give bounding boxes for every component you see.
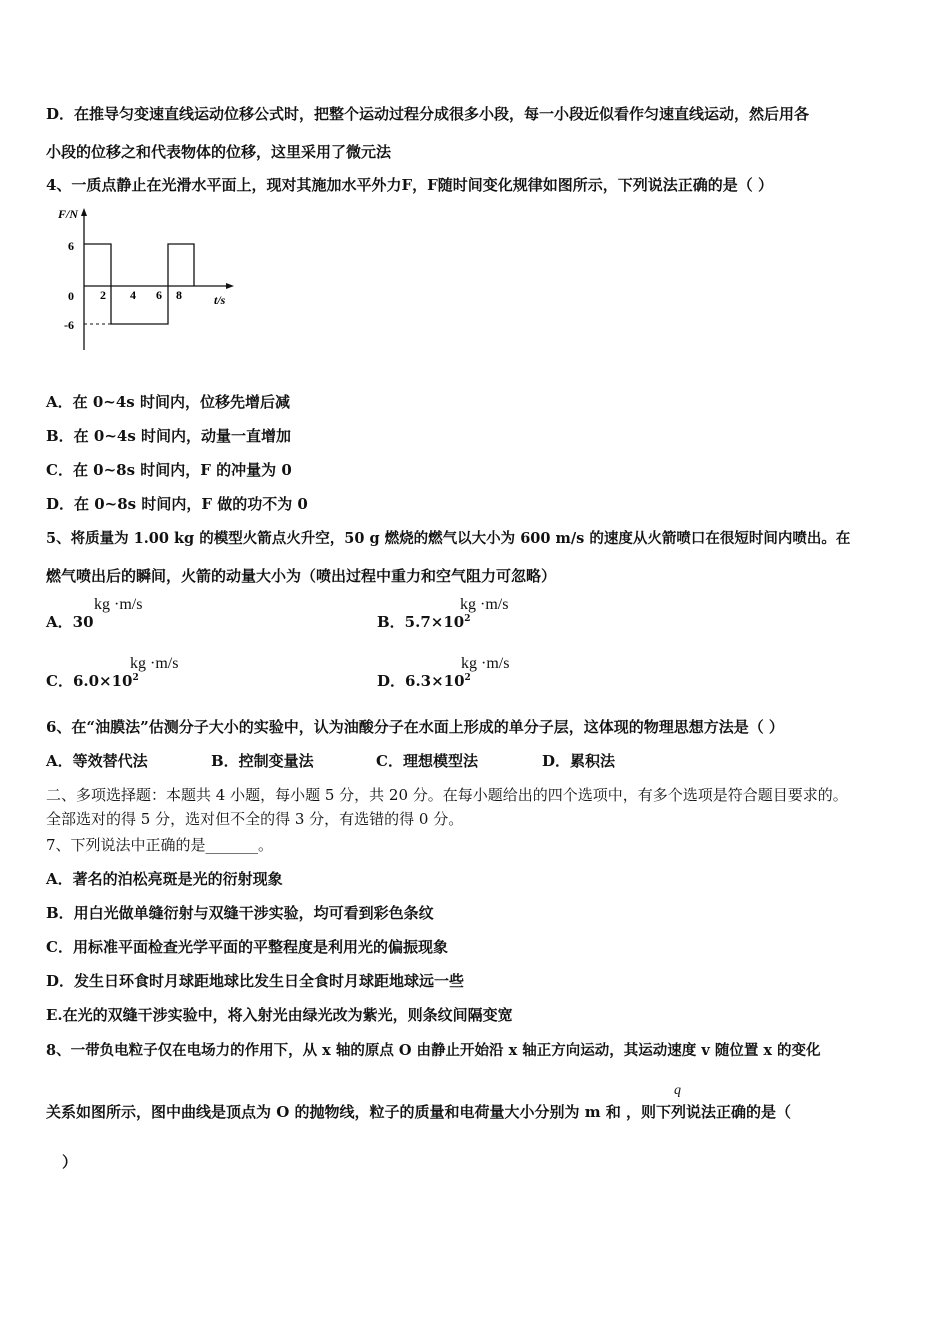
force-time-graph: [56, 204, 256, 354]
graph-x-arrow: [226, 283, 234, 289]
q7-option-c: C．用标准平面检查光学平面的平整程度是利用光的偏振现象: [46, 938, 448, 956]
graph-tick-y-0: 0: [68, 289, 74, 303]
option-d-line-2: 小段的位移之和代表物体的位移，这里采用了微元法: [46, 143, 392, 161]
q6-option-b: B．控制变量法: [211, 752, 314, 770]
q8-charge-symbol: q: [674, 1083, 681, 1098]
q5-option-c-label: C．6.0×10: [46, 672, 133, 690]
option-d-line-1: D．在推导匀变速直线运动位移公式时，把整个运动过程分成很多小段，每一小段近似看作匀速直线运动，然后用各: [46, 105, 810, 123]
graph-tick-x-6: 6: [156, 288, 162, 302]
graph-y-label: F/N: [58, 207, 79, 221]
question-8-line-2: 关系如图所示，图中曲线是顶点为 O 的抛物线，粒子的质量和电荷量大小分别为 m 和 ，则下列说法正确的是（: [46, 1103, 792, 1121]
q5-option-d-exponent: 2: [464, 673, 471, 683]
graph-tick-y-6: 6: [68, 239, 74, 253]
q6-option-c: C．理想模型法: [376, 752, 478, 770]
q5-option-a-label: A．30: [46, 613, 94, 631]
question-8-line-1: 8、一带负电粒子仅在电场力的作用下，从 x 轴的原点 O 由静止开始沿 x 轴正方向运动，其运动速度 v 随位置 x 的变化: [46, 1042, 821, 1059]
q7-option-a: A．著名的泊松亮斑是光的衍射现象: [46, 870, 283, 888]
q7-option-b: B．用白光做单缝衍射与双缝干涉实验，均可看到彩色条纹: [46, 904, 434, 922]
q5-option-d-label: D．6.3×10: [377, 672, 465, 690]
q5-option-c-unit: kg ·m/s: [130, 655, 179, 672]
q5-option-d-unit: kg ·m/s: [461, 655, 510, 672]
section-2-heading-line-2: 全部选对的得 5 分，选对但不全的得 3 分，有选错的得 0 分。: [46, 810, 464, 828]
q4-option-a: A．在 0~4s 时间内，位移先增后减: [46, 393, 290, 411]
graph-y-arrow: [81, 208, 87, 216]
q5-option-c-exponent: 2: [132, 673, 139, 683]
q7-option-e: E.在光的双缝干涉实验中，将入射光由绿光改为紫光，则条纹间隔变宽: [46, 1006, 513, 1024]
graph-tick-x-8: 8: [176, 288, 182, 302]
q4-option-b: B．在 0~4s 时间内，动量一直增加: [46, 427, 292, 445]
question-6-stem: 6、在“油膜法”估测分子大小的实验中，认为油酸分子在水面上形成的单分子层，这体现的物理思想方法是（ ）: [46, 718, 784, 736]
question-7-stem: 7、下列说法中正确的是_______。: [46, 836, 274, 854]
graph-force-line: [84, 244, 194, 324]
q5-option-a: [46, 611, 94, 632]
q5-option-b-unit: kg ·m/s: [460, 596, 509, 613]
q4-option-d: D．在 0~8s 时间内，F 做的功不为 0: [46, 495, 308, 513]
q5-option-b-exponent: 2: [464, 614, 471, 624]
q6-option-d: D．累积法: [542, 752, 616, 770]
graph-tick-x-4: 4: [130, 288, 136, 302]
graph-tick-y-neg6: -6: [64, 318, 74, 332]
q5-option-d: [377, 670, 471, 691]
q5-option-a-unit: kg ·m/s: [94, 596, 143, 613]
graph-x-label: t/s: [214, 293, 226, 307]
q5-option-c: [46, 670, 139, 691]
section-2-heading-line-1: 二、多项选择题：本题共 4 小题，每小题 5 分，共 20 分。在每小题给出的四个选项中，有多个选项是符合题目要求的。: [46, 786, 848, 804]
q4-option-c: C．在 0~8s 时间内，F 的冲量为 0: [46, 461, 292, 479]
question-4-stem: 4、一质点静止在光滑水平面上，现对其施加水平外力F，F随时间变化规律如图所示，下列说法正确的是（ ）: [46, 176, 773, 194]
question-5-line-1: 5、将质量为 1.00 kg 的模型火箭点火升空，50 g 燃烧的燃气以大小为 600 m/s 的速度从火箭喷口在很短时间内喷出。在: [46, 530, 851, 547]
graph-tick-x-2: 2: [100, 288, 106, 302]
q7-option-d: D．发生日环食时月球距地球比发生日全食时月球距地球远一些: [46, 972, 465, 990]
question-8-line-3: ）: [62, 1153, 78, 1171]
q5-option-b: [377, 611, 470, 632]
question-5-line-2: 燃气喷出后的瞬间，火箭的动量大小为（喷出过程中重力和空气阻力可忽略）: [46, 567, 557, 585]
q5-option-b-label: B．5.7×10: [377, 613, 465, 631]
q6-option-a: A．等效替代法: [46, 752, 148, 770]
